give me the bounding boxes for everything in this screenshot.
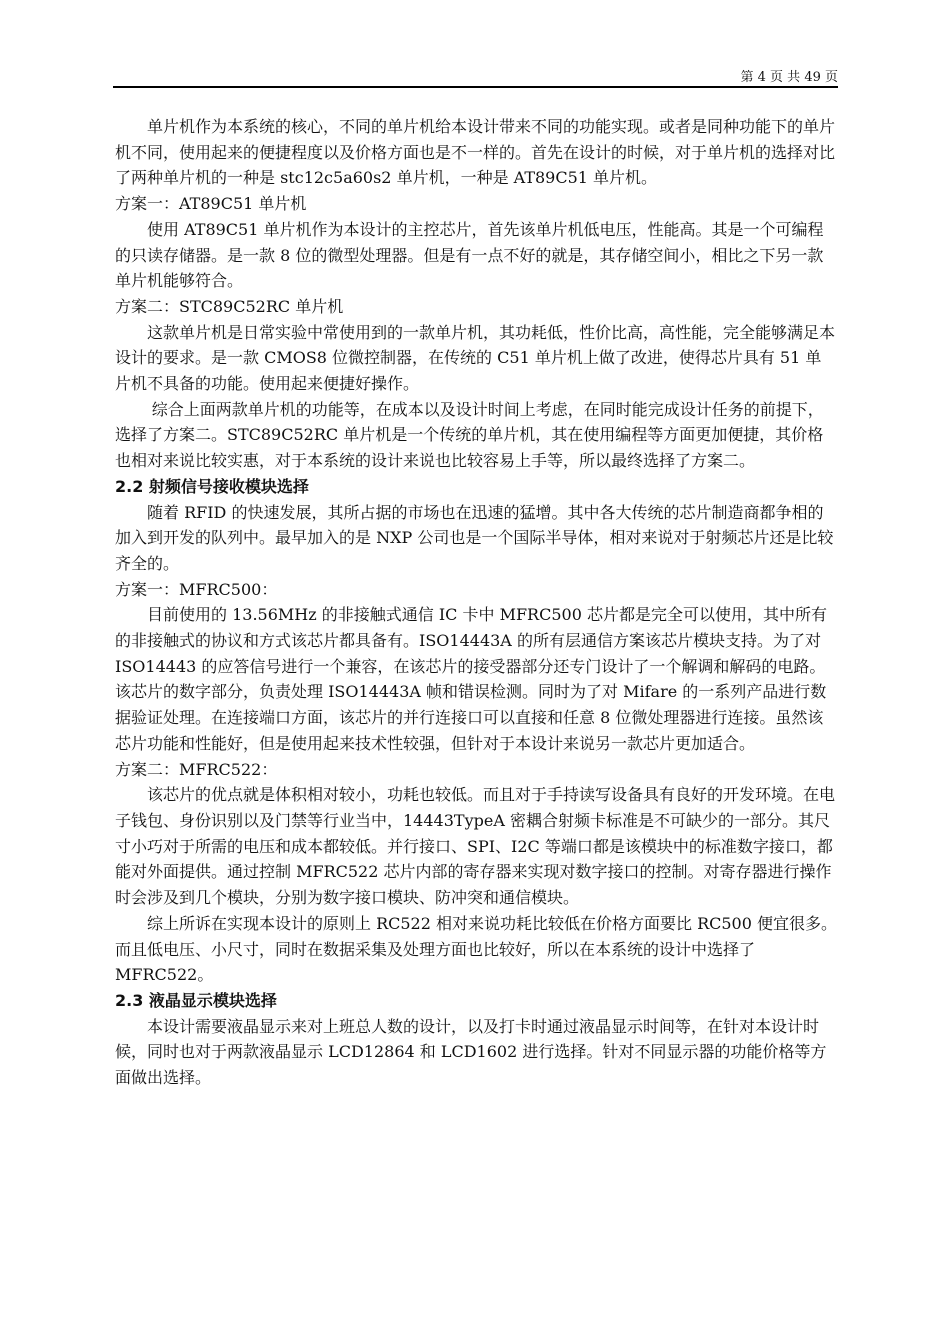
option-one-paragraph: 使用 AT89C51 单片机作为本设计的主控芯片，首先该单片机低电压，性能高。其是一个可编程的只读存储器。是一款 8 位的微型处理器。但是有一点不好的就是，其存储空间小，相比之下另一款单片机能够符合。 — [115, 219, 824, 291]
mfrc522-paragraph: 该芯片的优点就是体积相对较小，功耗也较低。而且对于手持读写设备具有良好的开发环境。在电子钱包、身份识别以及门禁等行业当中，14443TypeA 密耦合射频卡标准是不可缺少的一部分。其尺寸小巧对于所需的电压和成本都较低。并行接口、SPI、I2C 等端口都是该模块中的标准数字接口，都能对外面提供。通过控制 MFRC522 芯片内部的寄存器来实现对数字接口的控制。对寄存器进行操作时会涉及到几个模块，分别为数字接口模块、防冲突和通信模块。 — [115, 785, 836, 908]
header-rule — [113, 86, 838, 88]
rfid-option-one-label: 方案一：MFRC500： — [115, 579, 278, 599]
document-body — [115, 114, 837, 1091]
rfid-conclusion-paragraph: 综上所诉在实现本设计的原则上 RC522 相对来说功耗比较低在价格方面要比 RC500 便宜很多。而且低电压、小尺寸，同时在数据采集及处理方面也比较好，所以在本系统的设计中选择了 MFRC522。 — [115, 913, 838, 985]
section-heading-2-3: 2.3 液晶显示模块选择 — [115, 990, 277, 1010]
lcd-intro-paragraph: 本设计需要液晶显示来对上班总人数的设计，以及打卡时通过液晶显示时间等，在针对本设计时候，同时也对于两款液晶显示 LCD12864 和 LCD1602 进行选择。针对不同显示器的功能价格等方面做出选择。 — [115, 1016, 827, 1088]
rfid-intro-paragraph: 随着 RFID 的快速发展，其所占据的市场也在迅速的猛增。其中各大传统的芯片制造商都争相的加入到开发的队列中。最早加入的是 NXP 公司也是一个国际半导体，相对来说对于射频芯片还是比较齐全的。 — [115, 502, 834, 573]
rfid-option-two-label: 方案二：MFRC522： — [115, 759, 278, 779]
option-one-label: 方案一：AT89C51 单片机 — [115, 194, 307, 214]
mfrc500-paragraph: 目前使用的 13.56MHz 的非接触式通信 IC 卡中 MFRC500 芯片都是完全可以使用，其中所有的非接触式的协议和方式该芯片都具备有。ISO14443A 的所有层通信方案该芯片模块支持。为了对 ISO14443 的应答信号进行一个兼容，在该芯片的接受器部分还专门设计了一个解调和解码的电路。该芯片的数字部分，负责处理 ISO14443A 帧和错误检测。同时为了对 Mifare 的一系列产品进行数据验证处理。在连接端口方面，该芯片的并行连接口可以直接和任意 8 位微处理器进行连接。虽然该芯片功能和性能好，但是使用起来技术性较强，但针对于本设计来说另一款芯片更加适合。 — [115, 605, 827, 753]
option-two-paragraph: 这款单片机是日常实验中常使用到的一款单片机，其功耗低，性价比高，高性能，完全能够满足本设计的要求。是一款 CMOS8 位微控制器，在传统的 C51 单片机上做了改进，使得芯片具有 51 单片机不具备的功能。使用起来便捷好操作。 — [115, 322, 836, 394]
option-two-label: 方案二：STC89C52RC 单片机 — [115, 296, 344, 316]
section-heading-2-2: 2.2 射频信号接收模块选择 — [115, 476, 309, 496]
intro-paragraph: 单片机作为本系统的核心，不同的单片机给本设计带来不同的功能实现。或者是同种功能下的单片机不同，使用起来的便捷程度以及价格方面也是不一样的。首先在设计的时候，对于单片机的选择对比了两种单片机的一种是 stc12c5a60s2 单片机，一种是 AT89C51 单片机。 — [115, 117, 836, 188]
page-number-header: 第 4 页 共 49 页 — [740, 70, 838, 85]
conclusion-paragraph: 综合上面两款单片机的功能等，在成本以及设计时间上考虑，在同时能完成设计任务的前提下，选择了方案二。STC89C52RC 单片机是一个传统的单片机，其在使用编程等方面更加便捷，其价格也相对来说比较实惠，对于本系统的设计来说也比较容易上手等，所以最终选择了方案二。 — [115, 399, 824, 471]
